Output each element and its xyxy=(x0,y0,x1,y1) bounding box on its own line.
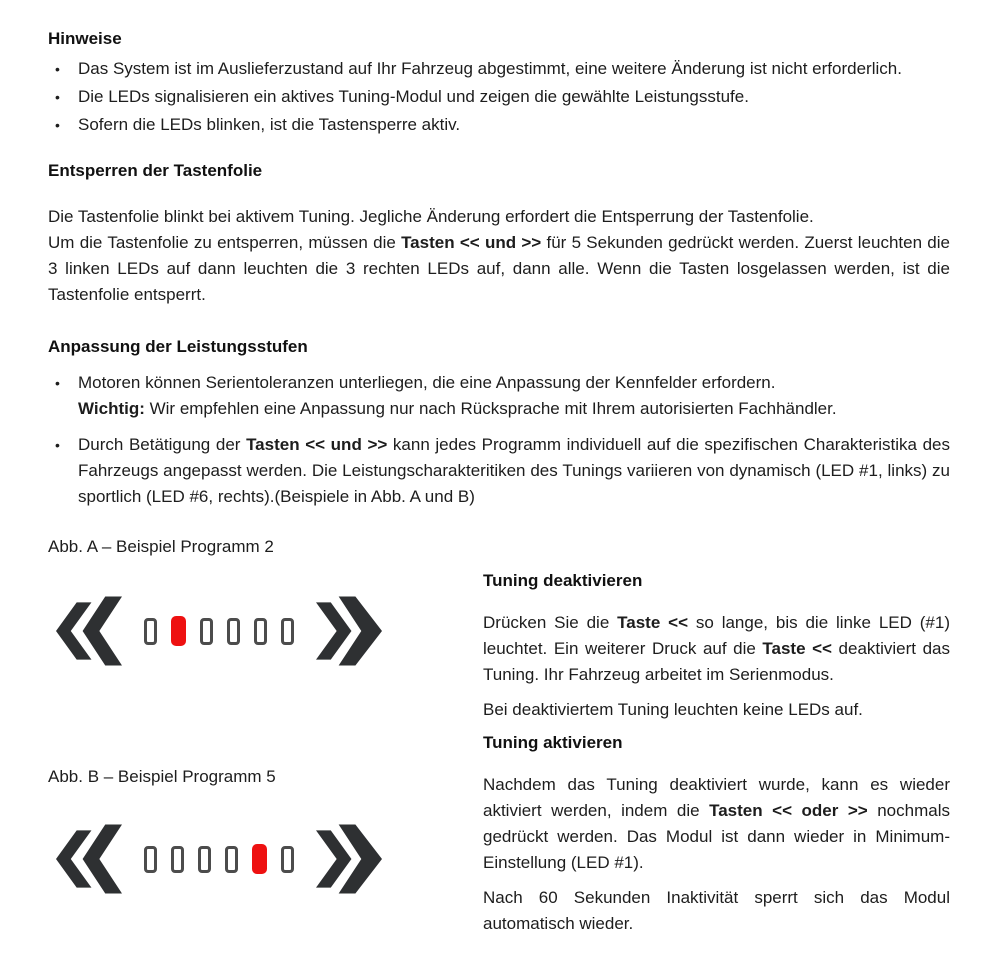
heading-entsperren: Entsperren der Tastenfolie xyxy=(48,161,263,180)
led-3 xyxy=(200,618,213,645)
bullet-icon: • xyxy=(55,117,60,133)
led-2 xyxy=(171,846,184,873)
led-5-active xyxy=(252,844,267,874)
figures-column xyxy=(48,534,483,946)
led-5 xyxy=(254,618,267,645)
led-4 xyxy=(227,618,240,645)
led-6 xyxy=(281,846,294,873)
bullet-text: Die LEDs signalisieren ein aktives Tuning-Modul und zeigen die gewählte Leistungsstufe. xyxy=(78,87,749,106)
instructions-column xyxy=(483,534,950,946)
bullet-text: Das System ist im Auslieferzustand auf Ihr Fahrzeug abgestimmt, eine weitere Änderung ist nicht erforderlich. xyxy=(78,59,902,78)
section-anpassung xyxy=(48,336,950,510)
list-item xyxy=(48,432,950,510)
section-hinweise xyxy=(48,28,950,138)
bullet-icon: • xyxy=(55,437,60,453)
list-item xyxy=(48,56,950,82)
bullet-icon: • xyxy=(55,89,60,105)
double-chevron-right-icon xyxy=(316,596,382,666)
led-6 xyxy=(281,618,294,645)
led-display-figure-b xyxy=(56,824,382,894)
anpassung-list xyxy=(48,370,950,510)
paragraph: Die Tastenfolie blinkt bei aktivem Tuning. Jegliche Änderung erfordert die Entsperrung der Tastenfolie. xyxy=(48,207,814,226)
led-display-figure-a xyxy=(56,596,382,666)
bullet-icon: • xyxy=(55,375,60,391)
heading-anpassung: Anpassung der Leistungsstufen xyxy=(48,337,308,356)
led-3 xyxy=(198,846,211,873)
bullet-icon: • xyxy=(55,61,60,77)
bullet-text: Durch Betätigung der Tasten << und >> kann jedes Programm individuell auf die spezifischen Charakteristika des Fahrzeugs angepasst werden. Die Leistungscharakteritiken des Tunings variieren von dynamisch (LED #1, links) zu sportlich (LED #6, rechts).(Beispiele in Abb. A und B) xyxy=(78,435,950,506)
hinweise-list xyxy=(48,56,950,138)
section-entsperren xyxy=(48,160,950,308)
bullet-text: Sofern die LEDs blinken, ist die Tastensperre aktiv. xyxy=(78,115,461,134)
figure-b-label: Abb. B – Beispiel Programm 5 xyxy=(48,767,276,786)
list-item xyxy=(48,112,950,138)
paragraph: Nachdem das Tuning deaktiviert wurde, kann es wieder aktiviert werden, indem die Tasten << oder >> nochmals gedrückt werden. Das Modul ist dann wieder in Minimum-Einstellung (LED #1). xyxy=(483,775,950,872)
led-row xyxy=(144,844,294,874)
led-4 xyxy=(225,846,238,873)
led-1 xyxy=(144,618,157,645)
paragraph: Um die Tastenfolie zu entsperren, müssen die Tasten << und >> für 5 Sekunden gedrückt werden. Zuerst leuchten die 3 linken LEDs auf dann leuchten die 3 rechten LEDs auf, dann alle. Wenn die Tasten losgelassen werden, ist die Tastenfolie entsperrt. xyxy=(48,233,950,304)
led-row xyxy=(144,616,294,646)
figures-and-instructions xyxy=(48,534,950,946)
paragraph: Nach 60 Sekunden Inaktivität sperrt sich das Modul automatisch wieder. xyxy=(483,888,950,933)
bullet-text: Motoren können Serientoleranzen unterliegen, die eine Anpassung der Kennfelder erfordern. Wichtig: Wir empfehlen eine Anpassung nur nach Rücksprache mit Ihrem autorisierten Fachhändler. xyxy=(78,373,837,418)
double-chevron-left-icon xyxy=(56,596,122,666)
double-chevron-right-icon xyxy=(316,824,382,894)
heading-tuning-deaktivieren: Tuning deaktivieren xyxy=(483,571,643,590)
paragraph: Bei deaktiviertem Tuning leuchten keine LEDs auf. xyxy=(483,700,863,719)
paragraph: Drücken Sie die Taste << so lange, bis die linke LED (#1) leuchtet. Ein weiterer Druck auf die Taste << deaktiviert das Tuning. Ihr Fahrzeug arbeitet im Serienmodus. xyxy=(483,613,950,684)
list-item xyxy=(48,84,950,110)
led-1 xyxy=(144,846,157,873)
double-chevron-left-icon xyxy=(56,824,122,894)
list-item xyxy=(48,370,950,422)
heading-tuning-aktivieren: Tuning aktivieren xyxy=(483,733,623,752)
led-2-active xyxy=(171,616,186,646)
heading-hinweise: Hinweise xyxy=(48,29,122,48)
figure-a-label: Abb. A – Beispiel Programm 2 xyxy=(48,537,274,556)
